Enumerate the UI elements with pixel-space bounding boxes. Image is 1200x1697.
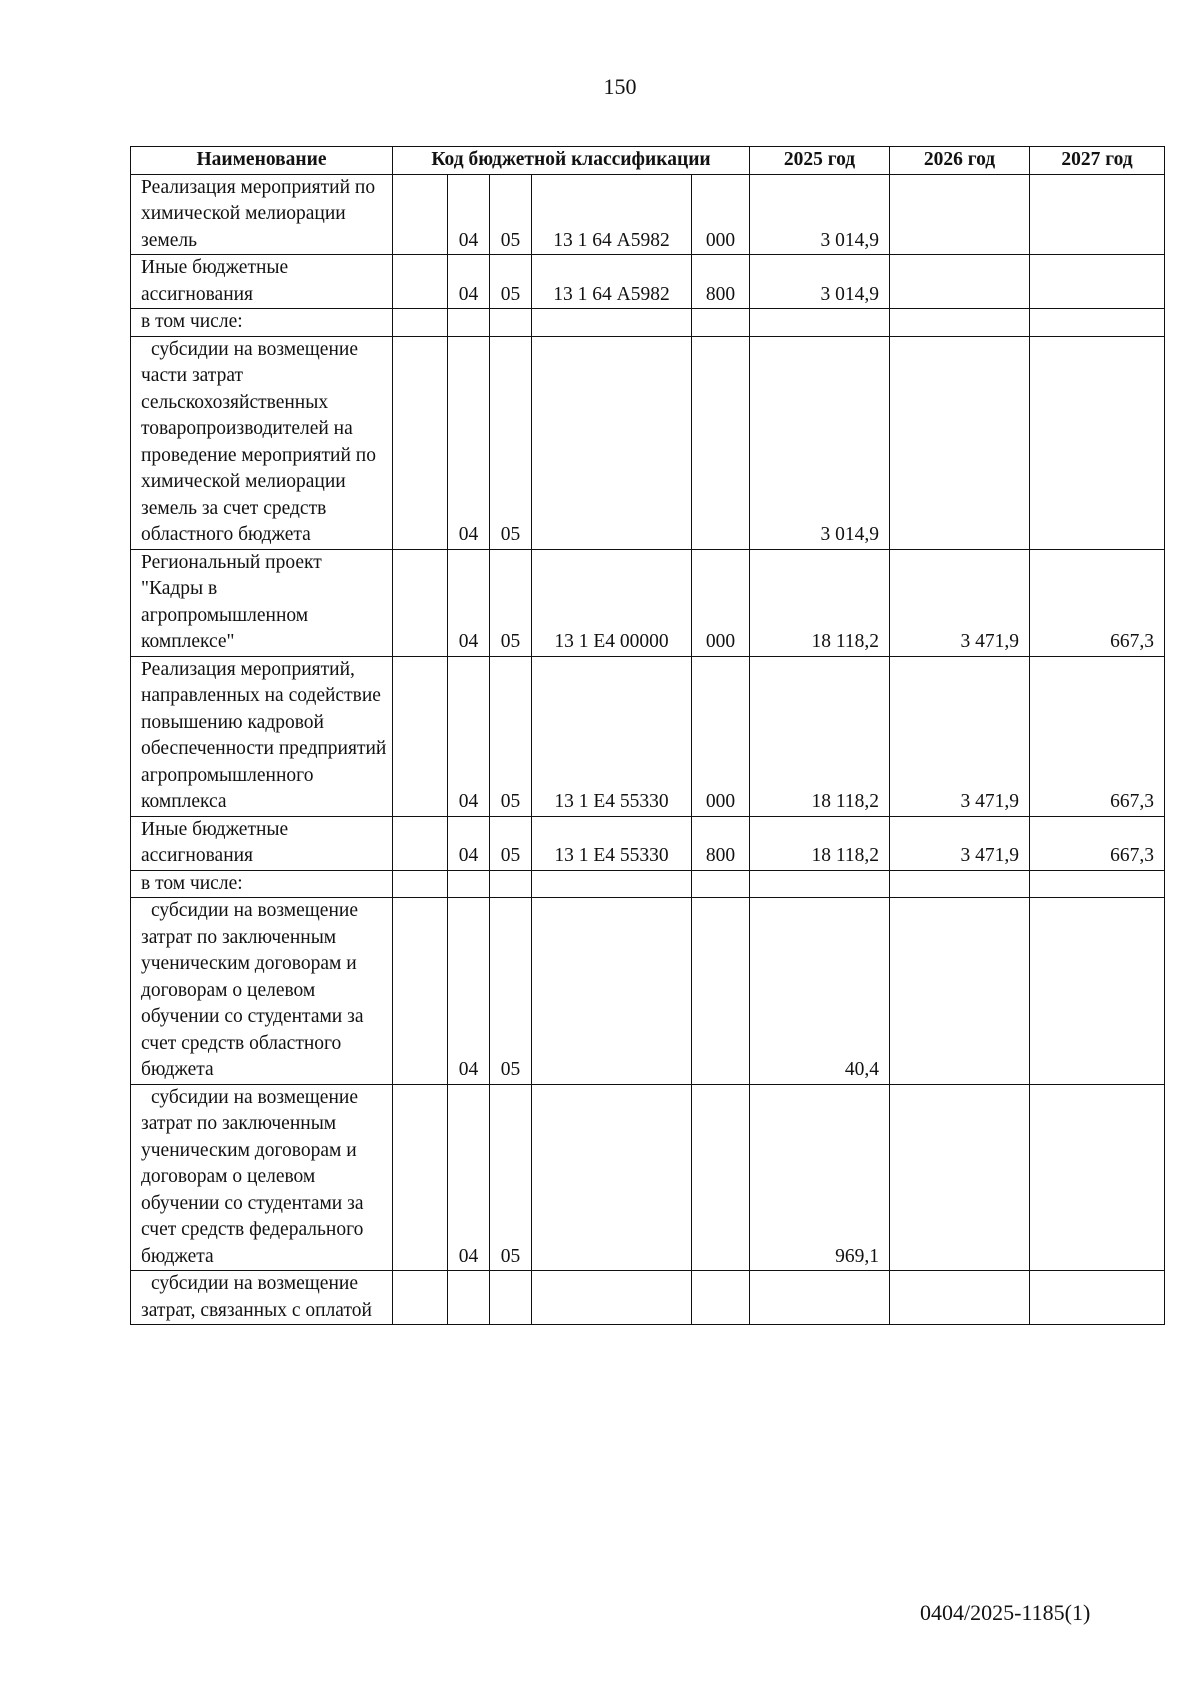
cell-code-target — [532, 1271, 692, 1325]
cell-code-1 — [393, 1271, 448, 1325]
cell-code-1 — [393, 549, 448, 656]
header-2026: 2026 год — [890, 147, 1030, 175]
cell-name — [131, 870, 393, 898]
cell-2025: 3 014,9 — [750, 336, 890, 549]
cell-code-target: 13 1 Е4 55330 — [532, 656, 692, 816]
cell-2026 — [890, 1271, 1030, 1325]
cell-2027 — [1030, 1271, 1165, 1325]
cell-2025 — [750, 309, 890, 337]
cell-code-expense-type: 800 — [692, 255, 750, 309]
cell-code-1 — [393, 309, 448, 337]
cell-name — [131, 898, 393, 1085]
cell-2025 — [750, 1271, 890, 1325]
cell-code-1 — [393, 656, 448, 816]
cell-code-expense-type: 000 — [692, 174, 750, 255]
row-label: Иные бюджетные ассигнования — [141, 818, 289, 866]
cell-name — [131, 1084, 393, 1271]
cell-2025: 18 118,2 — [750, 656, 890, 816]
budget-table — [130, 146, 1165, 1325]
cell-code-expense-type: 000 — [692, 656, 750, 816]
document-code: 0404/2025-1185(1) — [920, 1600, 1091, 1625]
cell-code-expense-type: 800 — [692, 816, 750, 870]
cell-name — [131, 816, 393, 870]
table-row — [131, 870, 1165, 898]
cell-code-subsection — [490, 1271, 532, 1325]
row-label: субсидии на возмещение затрат по заключенным ученическим договорам и договорам о целевом обучении со студентами за счет средств федерального бюджета — [141, 1086, 364, 1267]
cell-code-1 — [393, 255, 448, 309]
cell-code-1 — [393, 816, 448, 870]
cell-code-target: 13 1 Е4 00000 — [532, 549, 692, 656]
cell-code-section: 04 — [448, 174, 490, 255]
cell-2026 — [890, 174, 1030, 255]
cell-code-subsection: 05 — [490, 656, 532, 816]
cell-code-expense-type: 000 — [692, 549, 750, 656]
cell-code-target: 13 1 Е4 55330 — [532, 816, 692, 870]
cell-code-1 — [393, 870, 448, 898]
cell-2027 — [1030, 309, 1165, 337]
cell-2026 — [890, 336, 1030, 549]
cell-code-subsection: 05 — [490, 336, 532, 549]
cell-2026 — [890, 255, 1030, 309]
cell-2026: 3 471,9 — [890, 816, 1030, 870]
table-body — [131, 174, 1165, 1325]
table-row — [131, 309, 1165, 337]
row-label: в том числе: — [141, 311, 243, 332]
cell-name — [131, 549, 393, 656]
cell-code-section: 04 — [448, 549, 490, 656]
cell-code-expense-type — [692, 1271, 750, 1325]
row-label: Иные бюджетные ассигнования — [141, 257, 289, 305]
cell-name — [131, 656, 393, 816]
table-row — [131, 656, 1165, 816]
cell-name — [131, 255, 393, 309]
cell-2025: 18 118,2 — [750, 816, 890, 870]
table-row — [131, 1084, 1165, 1271]
cell-code-1 — [393, 1084, 448, 1271]
cell-code-expense-type — [692, 309, 750, 337]
cell-code-section — [448, 1271, 490, 1325]
row-label: Реализация мероприятий, направленных на содействие повышению кадровой обеспеченности предприятий агропромышленного комплекса — [141, 658, 387, 812]
cell-2026 — [890, 898, 1030, 1085]
cell-code-target: 13 1 64 А5982 — [532, 255, 692, 309]
cell-code-subsection: 05 — [490, 816, 532, 870]
cell-2025: 3 014,9 — [750, 174, 890, 255]
cell-2027: 667,3 — [1030, 816, 1165, 870]
cell-code-section: 04 — [448, 816, 490, 870]
table-row — [131, 549, 1165, 656]
cell-code-expense-type — [692, 870, 750, 898]
cell-2026 — [890, 309, 1030, 337]
cell-code-section: 04 — [448, 898, 490, 1085]
header-2027: 2027 год — [1030, 147, 1165, 175]
cell-code-subsection: 05 — [490, 174, 532, 255]
cell-code-subsection — [490, 870, 532, 898]
cell-code-section: 04 — [448, 255, 490, 309]
cell-code-1 — [393, 174, 448, 255]
table-row — [131, 1271, 1165, 1325]
cell-code-expense-type — [692, 336, 750, 549]
cell-code-subsection — [490, 309, 532, 337]
cell-2026 — [890, 1084, 1030, 1271]
cell-code-section — [448, 870, 490, 898]
header-name: Наименование — [131, 147, 393, 175]
cell-2025: 40,4 — [750, 898, 890, 1085]
cell-2025: 18 118,2 — [750, 549, 890, 656]
page-number: 150 — [603, 74, 637, 99]
cell-code-section: 04 — [448, 656, 490, 816]
cell-2026 — [890, 870, 1030, 898]
row-label: Реализация мероприятий по химической мелиорации земель — [141, 176, 376, 251]
cell-code-subsection: 05 — [490, 898, 532, 1085]
cell-code-subsection: 05 — [490, 255, 532, 309]
cell-name — [131, 1271, 393, 1325]
table-header-row — [131, 147, 1165, 175]
row-label: субсидии на возмещение затрат, связанных с оплатой — [141, 1273, 372, 1321]
table-row — [131, 255, 1165, 309]
cell-2027 — [1030, 174, 1165, 255]
cell-code-expense-type — [692, 1084, 750, 1271]
cell-code-target: 13 1 64 А5982 — [532, 174, 692, 255]
cell-2025: 3 014,9 — [750, 255, 890, 309]
cell-code-section: 04 — [448, 336, 490, 549]
table-row — [131, 336, 1165, 549]
cell-2025 — [750, 870, 890, 898]
cell-code-target — [532, 898, 692, 1085]
cell-2027 — [1030, 870, 1165, 898]
cell-2027 — [1030, 1084, 1165, 1271]
cell-name — [131, 309, 393, 337]
cell-code-subsection: 05 — [490, 1084, 532, 1271]
cell-code-section: 04 — [448, 1084, 490, 1271]
table-row — [131, 898, 1165, 1085]
cell-code-subsection: 05 — [490, 549, 532, 656]
row-label: Региональный проект "Кадры в агропромышленном комплексе" — [141, 551, 322, 652]
row-label: в том числе: — [141, 872, 243, 894]
cell-2027 — [1030, 898, 1165, 1085]
cell-code-section — [448, 309, 490, 337]
cell-2027 — [1030, 336, 1165, 549]
cell-name — [131, 174, 393, 255]
header-2025: 2025 год — [750, 147, 890, 175]
cell-2025: 969,1 — [750, 1084, 890, 1271]
cell-2027: 667,3 — [1030, 656, 1165, 816]
cell-2026: 3 471,9 — [890, 549, 1030, 656]
row-label: субсидии на возмещение части затрат сельскохозяйственных товаропроизводителей на проведение мероприятий по химической мелиорации земель за счет средств областного бюджета — [141, 338, 376, 545]
row-label: субсидии на возмещение затрат по заключенным ученическим договорам и договорам о целевом обучении со студентами за счет средств областного бюджета — [141, 900, 364, 1080]
header-code: Код бюджетной классификации — [393, 147, 750, 175]
cell-code-target — [532, 1084, 692, 1271]
cell-2027 — [1030, 255, 1165, 309]
cell-2027: 667,3 — [1030, 549, 1165, 656]
cell-name — [131, 336, 393, 549]
cell-2026: 3 471,9 — [890, 656, 1030, 816]
cell-code-target — [532, 336, 692, 549]
cell-code-target — [532, 870, 692, 898]
cell-code-expense-type — [692, 898, 750, 1085]
cell-code-1 — [393, 898, 448, 1085]
cell-code-target — [532, 309, 692, 337]
table-row — [131, 174, 1165, 255]
table-row — [131, 816, 1165, 870]
cell-code-1 — [393, 336, 448, 549]
